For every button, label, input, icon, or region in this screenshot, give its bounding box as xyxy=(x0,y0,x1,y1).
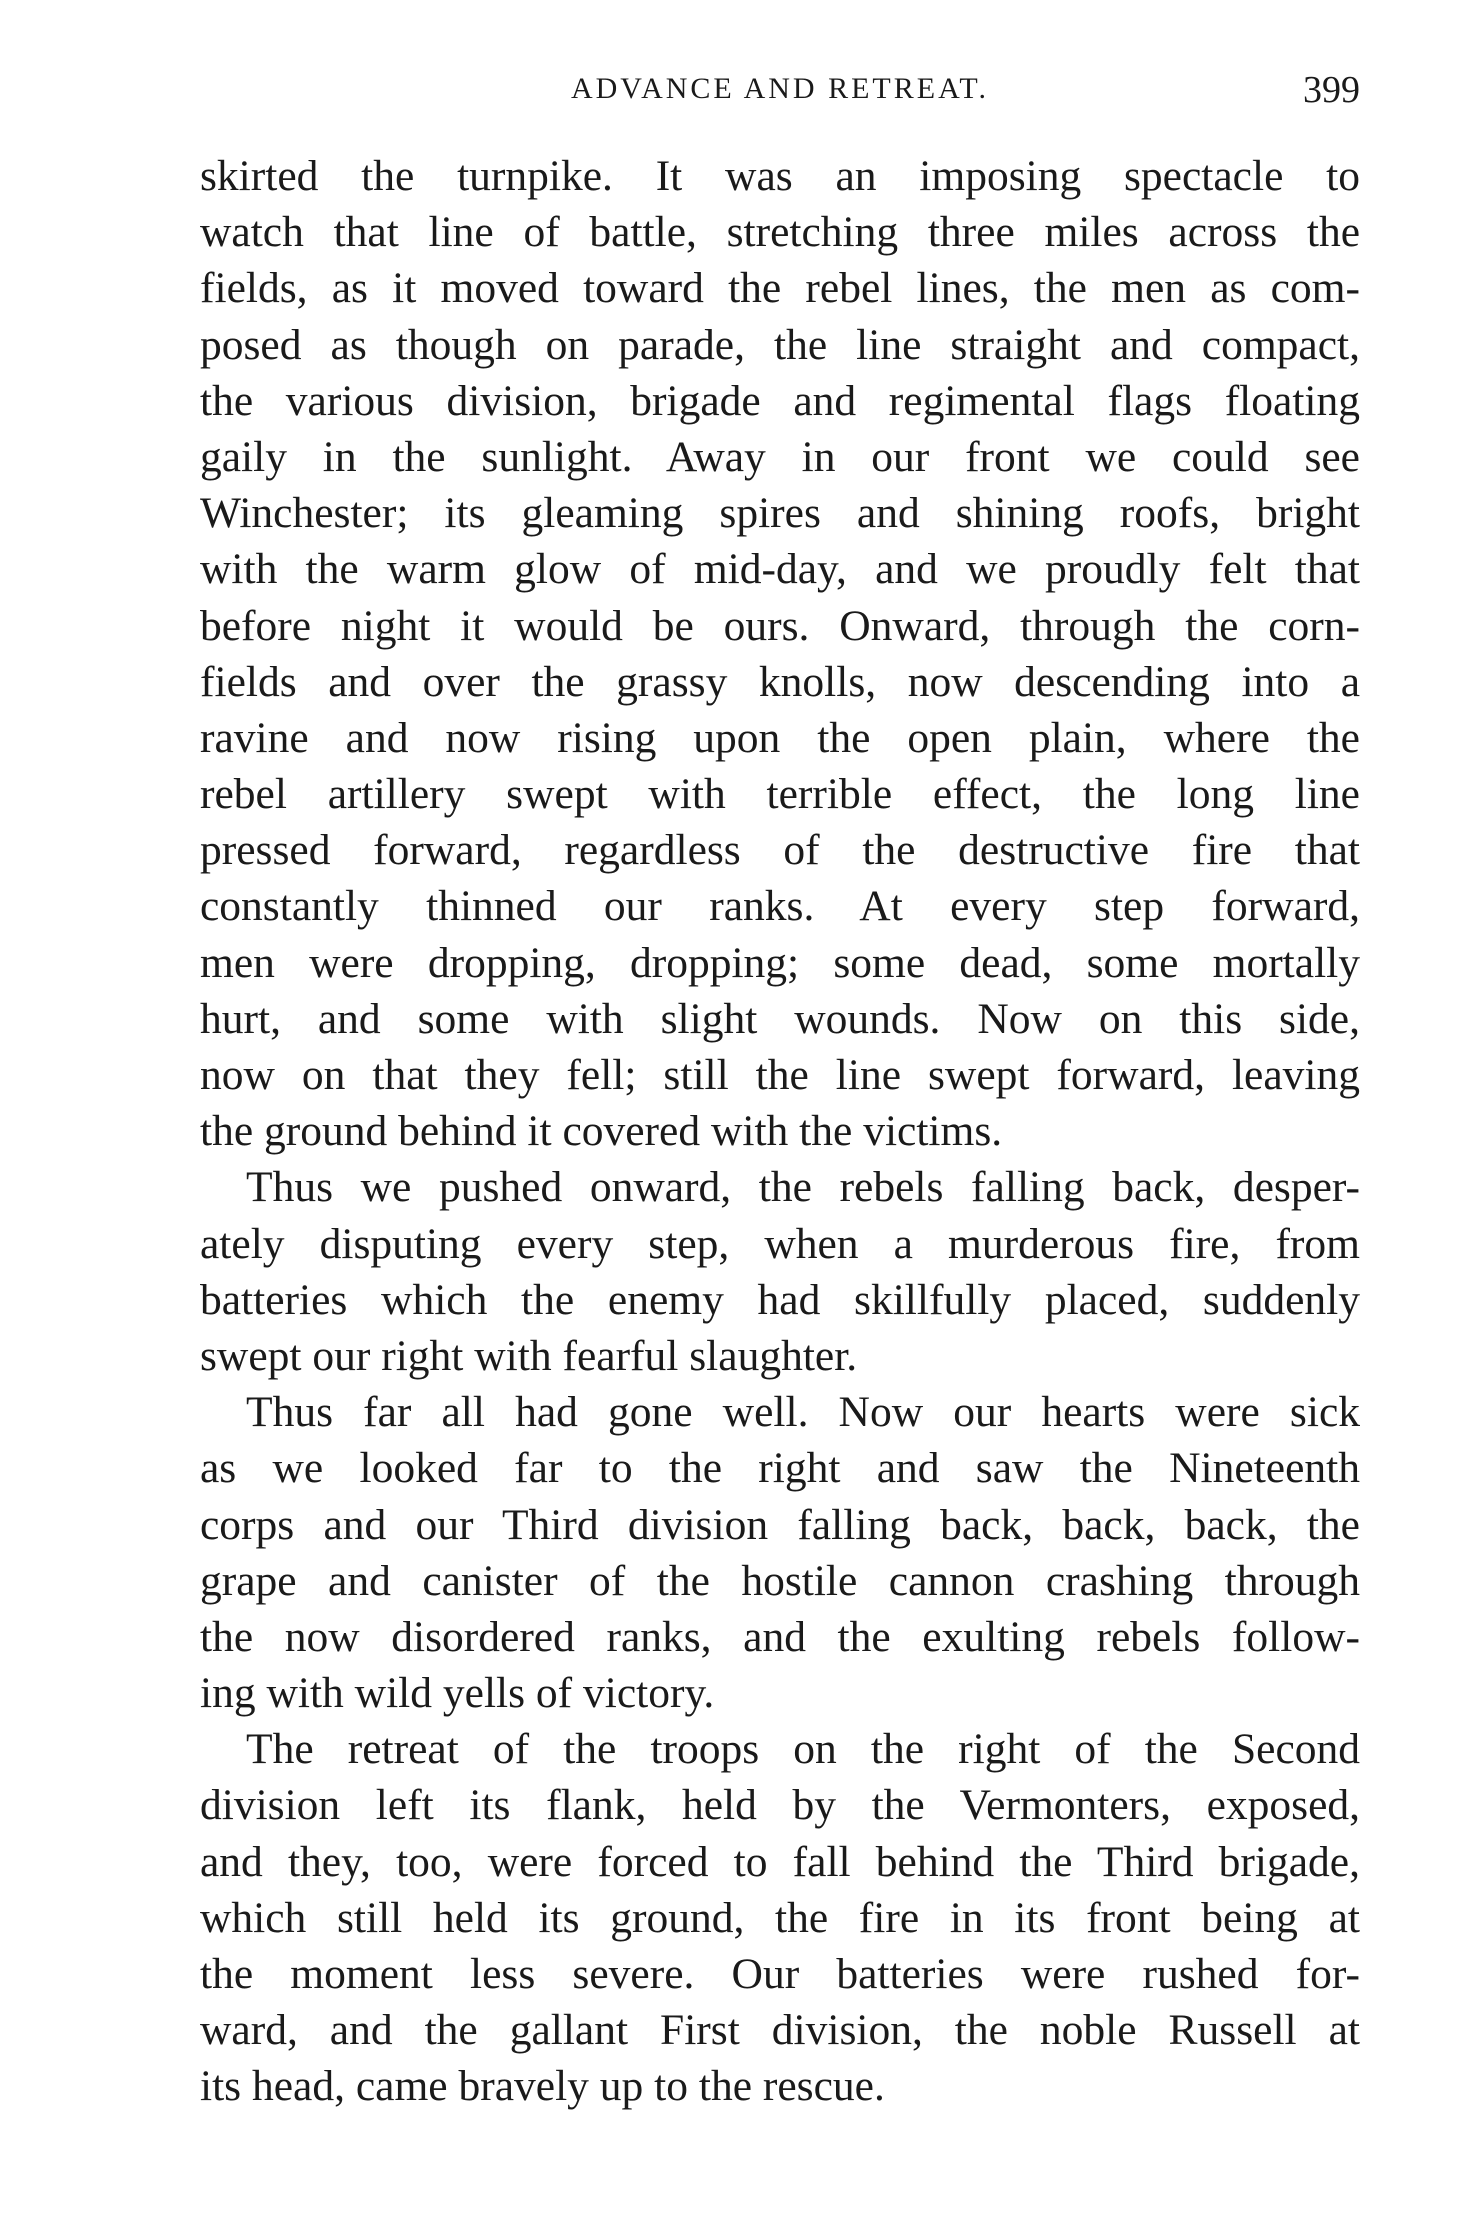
text-line: fields and over the grassy knolls, now descending into a xyxy=(200,657,1360,706)
paragraph-end-line: ing with wild yells of victory. xyxy=(200,1669,715,1718)
page-number: 399 xyxy=(1303,69,1360,111)
paragraph-end-line: the ground behind it covered with the victims. xyxy=(200,1107,1003,1156)
paragraph-end-line: its head, came bravely up to the rescue. xyxy=(200,2062,885,2111)
paragraph-start-line: Thus far all had gone well. Now our hearts were sick xyxy=(246,1388,1360,1437)
text-line: pressed forward, regardless of the destructive fire that xyxy=(200,826,1360,875)
paragraph-start-line: Thus we pushed onward, the rebels falling back, desper- xyxy=(246,1163,1360,1212)
text-line: ward, and the gallant First division, the noble Russell at xyxy=(200,2006,1360,2055)
text-line: rebel artillery swept with terrible effect, the long line xyxy=(200,770,1360,819)
text-line: before night it would be ours. Onward, through the corn- xyxy=(200,601,1360,650)
text-line: with the warm glow of mid-day, and we proudly felt that xyxy=(200,545,1360,594)
text-line: gaily in the sunlight. Away in our front we could see xyxy=(200,432,1360,481)
text-line: which still held its ground, the fire in its front being at xyxy=(200,1893,1360,1942)
text-line: hurt, and some with slight wounds. Now on this side, xyxy=(200,994,1360,1043)
text-line: batteries which the enemy had skillfully placed, suddenly xyxy=(200,1275,1360,1324)
text-line: and they, too, were forced to fall behind the Third brigade, xyxy=(200,1837,1360,1886)
text-line: as we looked far to the right and saw the Nineteenth xyxy=(200,1444,1360,1493)
text-line: skirted the turnpike. It was an imposing spectacle to xyxy=(200,152,1360,200)
body-text xyxy=(200,148,1360,2115)
text-line: constantly thinned our ranks. At every step forward, xyxy=(200,882,1360,931)
text-line: division left its flank, held by the Vermonters, exposed, xyxy=(200,1781,1360,1830)
text-line: corps and our Third division falling back, back, back, the xyxy=(200,1500,1360,1549)
running-head xyxy=(200,69,1360,122)
text-line: ravine and now rising upon the open plain, where the xyxy=(200,713,1360,762)
text-line: ately disputing every step, when a murderous fire, from xyxy=(200,1219,1360,1268)
text-line: the various division, brigade and regimental flags floating xyxy=(200,376,1360,425)
paragraph-start-line: The retreat of the troops on the right of the Second xyxy=(246,1725,1360,1774)
text-line: posed as though on parade, the line straight and compact, xyxy=(200,320,1360,369)
text-line: Winchester; its gleaming spires and shining roofs, bright xyxy=(200,489,1360,538)
text-line: the now disordered ranks, and the exulting rebels follow- xyxy=(200,1612,1360,1661)
paragraph-end-line: swept our right with fearful slaughter. xyxy=(200,1331,858,1380)
text-line: fields, as it moved toward the rebel lines, the men as com- xyxy=(200,264,1360,313)
text-line: now on that they fell; still the line swept forward, leaving xyxy=(200,1051,1360,1099)
text-line: watch that line of battle, stretching three miles across the xyxy=(200,208,1360,257)
text-line: men were dropping, dropping; some dead, some mortally xyxy=(200,938,1360,987)
text-line: the moment less severe. Our batteries were rushed for- xyxy=(200,1950,1360,1998)
text-line: grape and canister of the hostile cannon crashing through xyxy=(200,1556,1360,1605)
running-title: ADVANCE AND RETREAT. xyxy=(570,72,990,105)
